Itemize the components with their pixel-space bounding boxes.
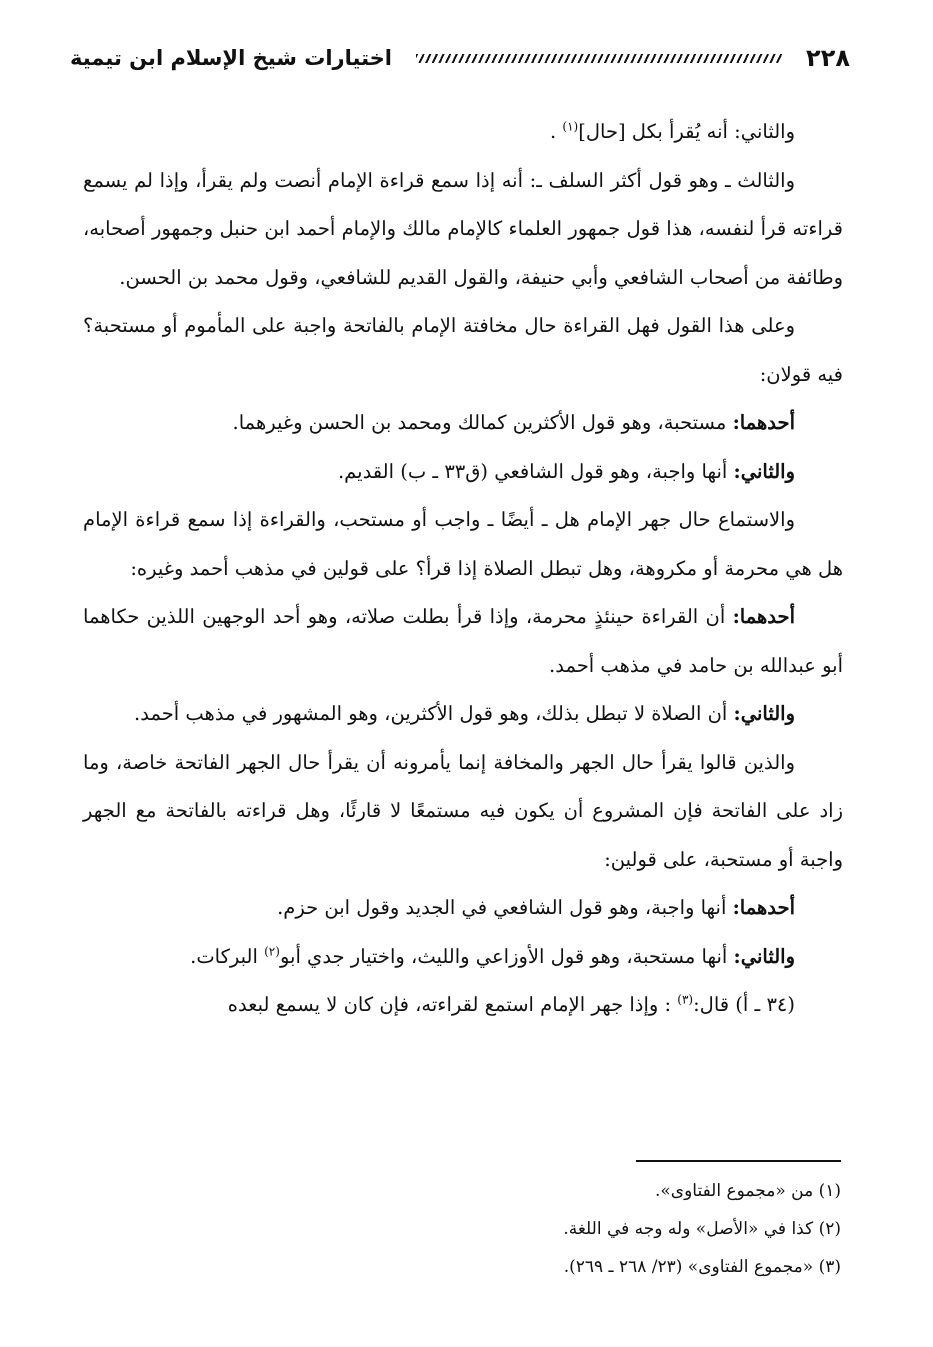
- footnote: (٣) «مجموع الفتاوى» (٢٣/ ٢٦٨ ـ ٢٦٩).: [563, 1257, 841, 1277]
- paragraph-text: والثالث ـ وهو قول أكثر السلف ـ: أنه إذا سمع قراءة الإمام أنصت ولم يقرأ، وإذا لم يسمع قراءته قرأ لنفسه، هذا قول جمهور العلماء كالإمام مالك والإمام أحمد ابن حنبل وجمهور أصحابه، وطائفة من أصحاب الشافعي وأبي حنيفة، والقول القديم للشافعي، وقول محمد بن الحسن.: [83, 168, 843, 289]
- paragraph: [83, 157, 843, 303]
- paragraph-lead: أحدهما:: [732, 896, 795, 919]
- paragraph-lead: والثاني:: [733, 459, 795, 483]
- paragraph: [83, 593, 843, 690]
- paragraph: [83, 981, 843, 1030]
- paragraph-text: مستحبة، وهو قول الأكثرين كمالك ومحمد بن الحسن وغيرهما.: [232, 411, 733, 434]
- paragraph-text: أن القراءة حينئذٍ محرمة، وإذا قرأ بطلت صلاته، وهو أحد الوجهين اللذين حكاهما أبو عبدالله بن حامد في مذهب أحمد.: [83, 605, 843, 677]
- paragraph-lead: أحدهما:: [732, 411, 795, 434]
- paragraph-text: والذين قالوا يقرأ حال الجهر والمخافة إنما يأمرونه أن يقرأ حال الجهر الفاتحة خاصة، وما زاد على الفاتحة فإن المشروع أن يكون فيه مستمعًا لا قارئًا، وهل قراءته بالفاتحة مع الجهر واجبة أو مستحبة، على قولين:: [83, 750, 843, 871]
- footnote-marker: (٣): [677, 992, 694, 1007]
- footnotes: [81, 1172, 841, 1286]
- paragraph: [83, 690, 843, 739]
- paragraph-lead: أحدهما:: [732, 605, 795, 628]
- paragraph-tail: : وإذا جهر الإمام استمع لقراءته، فإن كان لا يسمع لبعده: [227, 993, 678, 1016]
- paragraph-text: والثاني: أنه يُقرأ بكل [حال]: [578, 120, 795, 143]
- paragraph: [83, 739, 843, 885]
- paragraph-text: (٣٤ ـ أ) قال:: [693, 993, 795, 1016]
- paragraph: [83, 302, 843, 399]
- page-number: ٢٢٨: [806, 44, 850, 72]
- paragraph: [83, 884, 843, 933]
- paragraph-lead: والثاني:: [733, 702, 795, 725]
- body-text: [83, 108, 843, 1030]
- footnote: (٢) كذا في «الأصل» وله وجه في اللغة.: [563, 1219, 841, 1239]
- paragraph-tail: البركات.: [190, 944, 265, 968]
- paragraph-text: والاستماع حال جهر الإمام هل ـ أيضًا ـ واجب أو مستحب، والقراءة إذا سمع قراءة الإمام هل هي محرمة أو مكروهة، وهل تبطل الصلاة إذا قرأ؟ على قولين في مذهب أحمد وغيره:: [83, 508, 843, 580]
- paragraph-tail: .: [550, 120, 563, 143]
- paragraph-text: أن الصلاة لا تبطل بذلك، وهو قول الأكثرين، وهو المشهور في مذهب أحمد.: [134, 702, 734, 725]
- paragraph-text: وعلى هذا القول فهل القراءة حال مخافتة الإمام بالفاتحة واجبة على المأموم أو مستحبة؟ فيه قولان:: [83, 314, 843, 386]
- paragraph-text: أنها مستحبة، وهو قول الأوزاعي والليث، واختيار جدي أبو: [279, 944, 734, 968]
- page-header: [70, 38, 850, 78]
- paragraph: [83, 496, 843, 593]
- running-title: اختيارات شيخ الإسلام ابن تيمية: [70, 46, 393, 70]
- paragraph: [83, 933, 843, 982]
- paragraph-text: أنها واجبة، وهو قول الشافعي في الجديد وقول ابن حزم.: [277, 896, 733, 919]
- paragraph: [83, 448, 843, 497]
- footnote-marker: (١): [562, 119, 579, 134]
- footnote: (١) من «مجموع الفتاوى».: [654, 1181, 841, 1201]
- footnote-separator: [636, 1160, 841, 1162]
- footnote-marker: (٢): [264, 944, 280, 958]
- paragraph-lead: والثاني:: [733, 944, 795, 968]
- paragraph: [83, 108, 843, 157]
- header-ornament-rule: [416, 54, 782, 63]
- paragraph: [83, 399, 843, 448]
- paragraph-text: أنها واجبة، وهو قول الشافعي (ق٣٣ ـ ب) القديم.: [337, 459, 734, 483]
